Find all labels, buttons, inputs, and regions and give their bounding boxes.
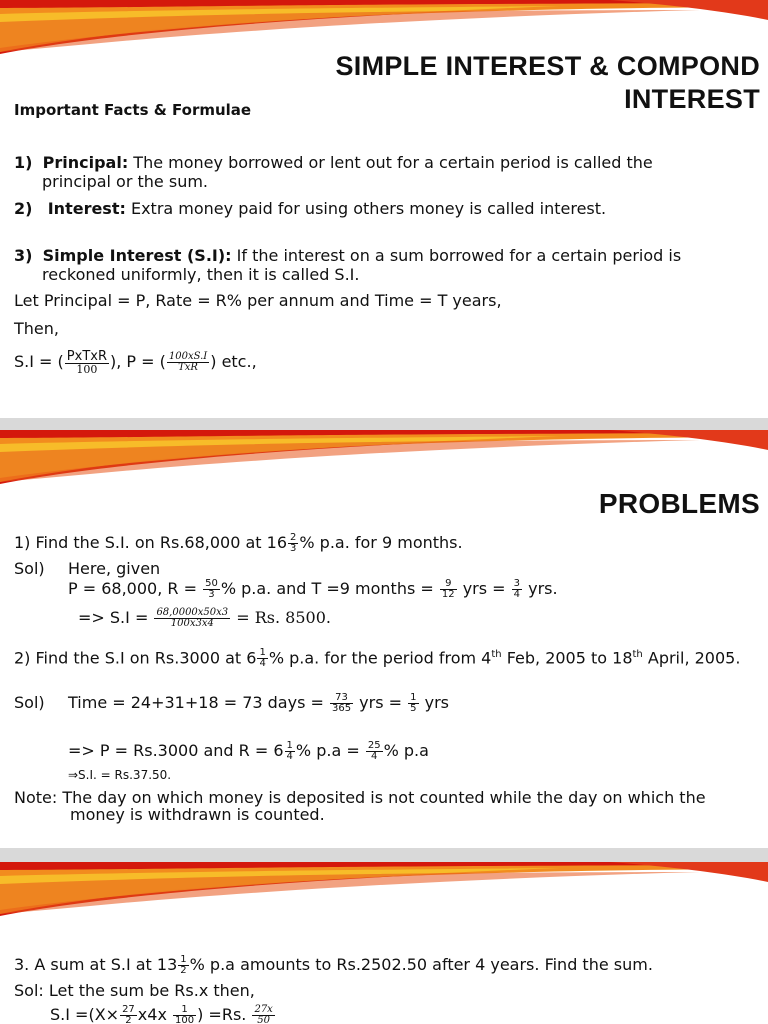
- point-text-cont: principal or the sum.: [42, 172, 208, 191]
- question-2: [14, 642, 740, 671]
- swoosh-decoration: [0, 430, 768, 490]
- si-result: ⇒S.I. = Rs.37.50.: [68, 768, 172, 782]
- question-text: 2) Find the S.I on Rs.3000 at 6: [14, 648, 257, 668]
- numerator: 25: [367, 740, 381, 751]
- si-equation: [50, 1002, 276, 1024]
- question-text: % p.a. for the period from 4: [268, 648, 492, 668]
- denominator: 4: [286, 751, 293, 762]
- sol-line: Sol: Let the sum be Rs.x then,: [14, 981, 255, 1000]
- numerator: 50: [205, 578, 218, 589]
- formula-text: ) etc.,: [210, 352, 257, 371]
- then-line: Then,: [14, 319, 59, 338]
- fraction: [154, 608, 230, 629]
- point-label: Interest:: [47, 199, 126, 218]
- numerator: 3: [513, 578, 521, 589]
- question-1: [14, 530, 463, 556]
- sol-text: % p.a: [383, 741, 429, 760]
- denominator: 2: [180, 965, 187, 976]
- point-number: 3): [14, 246, 33, 265]
- sol-text: yrs.: [523, 579, 558, 598]
- numerator: PxTxR: [66, 349, 107, 364]
- sol-label: Sol): [14, 693, 45, 712]
- point-label: Simple Interest (S.I):: [42, 246, 232, 265]
- numerator: 2: [290, 532, 297, 543]
- denominator: 5: [410, 703, 417, 714]
- slide-title: [335, 50, 760, 116]
- title-line-2: INTEREST: [624, 84, 760, 114]
- question-text: April, 2005.: [642, 648, 741, 668]
- numerator: 27: [122, 1004, 135, 1015]
- numerator: 73: [330, 693, 353, 704]
- sol-text: Here, given: [68, 559, 161, 578]
- numerator: 1: [173, 1005, 196, 1016]
- sol-text: = Rs. 8500.: [231, 608, 331, 627]
- si-formula: [14, 346, 257, 378]
- fraction: [120, 1005, 137, 1024]
- denominator: 4: [259, 658, 266, 670]
- denominator: 100x3x4: [170, 618, 214, 629]
- numerator: 1: [410, 692, 417, 703]
- formula-text: ), P = (: [109, 352, 166, 371]
- sol-text: yrs =: [457, 579, 511, 598]
- fraction: [440, 579, 457, 600]
- point-text: The money borrowed or lent out for a certain period is called the: [128, 153, 653, 172]
- denominator: 3: [290, 543, 297, 554]
- numerator: 1: [180, 954, 187, 965]
- fraction: [65, 350, 109, 375]
- sol-text: % p.a =: [295, 741, 365, 760]
- slide-gap: [0, 418, 768, 430]
- pr-line: [68, 738, 429, 764]
- point-2: [14, 200, 606, 218]
- point-text: If the interest on a sum borrowed for a certain period is: [231, 246, 682, 265]
- fraction: [173, 1005, 196, 1024]
- point-3: [14, 247, 681, 265]
- denominator: 100: [175, 1015, 195, 1024]
- fraction: [285, 741, 295, 762]
- denominator: 4: [371, 751, 378, 762]
- sol-text: Time = 24+31+18 = 73 days =: [68, 693, 329, 712]
- question-3: [14, 952, 653, 978]
- point-text: Extra money paid for using others money is called interest.: [125, 199, 607, 218]
- subtitle: Important Facts & Formulae: [14, 101, 252, 119]
- slide-2: [0, 430, 768, 848]
- point-number: 1): [14, 153, 33, 172]
- note-line-1: Note: The day on which money is deposited is not counted while the day on which the: [14, 788, 706, 807]
- question-text: 1) Find the S.I. on Rs.68,000 at 16: [14, 533, 287, 552]
- swoosh-decoration: [0, 862, 768, 922]
- question-text: Feb, 2005 to 18: [501, 648, 633, 668]
- question-text: % p.a amounts to Rs.2502.50 after 4 years. Find the sum.: [189, 955, 653, 974]
- fraction: [288, 533, 298, 554]
- sol-text: yrs: [419, 693, 449, 712]
- denominator: 3: [208, 589, 215, 600]
- denominator: 2: [125, 1015, 132, 1024]
- formula-text: S.I = (: [14, 352, 64, 371]
- slide-gap: [0, 848, 768, 862]
- fraction: [203, 579, 220, 600]
- question-text: 3. A sum at S.I at 13: [14, 955, 178, 974]
- numerator: 100xS.I: [168, 351, 208, 362]
- numerator: 68,0000x50x3: [156, 607, 229, 618]
- fraction: [257, 648, 267, 669]
- sol-text: ) =Rs.: [197, 1005, 252, 1024]
- time-line: [68, 690, 449, 716]
- sol-text: P = 68,000, R =: [68, 579, 203, 598]
- denominator: TxR: [178, 362, 198, 373]
- fraction: [512, 579, 522, 600]
- denominator: 50: [257, 1015, 270, 1024]
- question-text: % p.a. for 9 months.: [299, 533, 463, 552]
- fraction: [167, 352, 209, 373]
- fraction: [252, 1005, 274, 1024]
- point-1: [14, 154, 653, 172]
- numerator: 27x: [254, 1004, 273, 1015]
- superscript: th: [491, 649, 502, 660]
- sol-label: Sol): [14, 559, 45, 578]
- sol-line-3: [78, 604, 331, 632]
- sol-text: % p.a. and T =9 months =: [220, 579, 439, 598]
- numerator: 1: [286, 740, 293, 751]
- fraction: [330, 693, 353, 714]
- title-line-1: SIMPLE INTEREST & COMPOND: [335, 51, 760, 81]
- denominator: 12: [441, 589, 455, 600]
- sol-text: => S.I =: [78, 608, 154, 627]
- slide-title: PROBLEMS: [598, 488, 760, 519]
- sol-line-2: [68, 576, 558, 602]
- point-text-cont: reckoned uniformly, then it is called S.I.: [42, 265, 360, 284]
- note-line-2: money is withdrawn is counted.: [70, 805, 325, 824]
- sol-text: yrs =: [354, 693, 408, 712]
- point-number: 2): [14, 199, 33, 218]
- sol-text: => P = Rs.3000 and R = 6: [68, 741, 284, 760]
- sol-text: x4x: [137, 1005, 172, 1024]
- fraction: [366, 741, 383, 762]
- point-label: Principal:: [42, 153, 129, 172]
- fraction: [178, 955, 188, 976]
- slide-3: [0, 862, 768, 1024]
- denominator: 365: [332, 703, 352, 714]
- numerator: 9: [440, 579, 457, 590]
- superscript: th: [632, 649, 643, 660]
- numerator: 1: [259, 647, 266, 659]
- slide-1: [0, 0, 768, 418]
- fraction: [408, 693, 418, 714]
- denominator: 4: [513, 589, 521, 600]
- sol-text: S.I =(X×: [50, 1005, 120, 1024]
- let-line: Let Principal = P, Rate = R% per annum and Time = T years,: [14, 291, 502, 310]
- denominator: 100: [76, 363, 98, 376]
